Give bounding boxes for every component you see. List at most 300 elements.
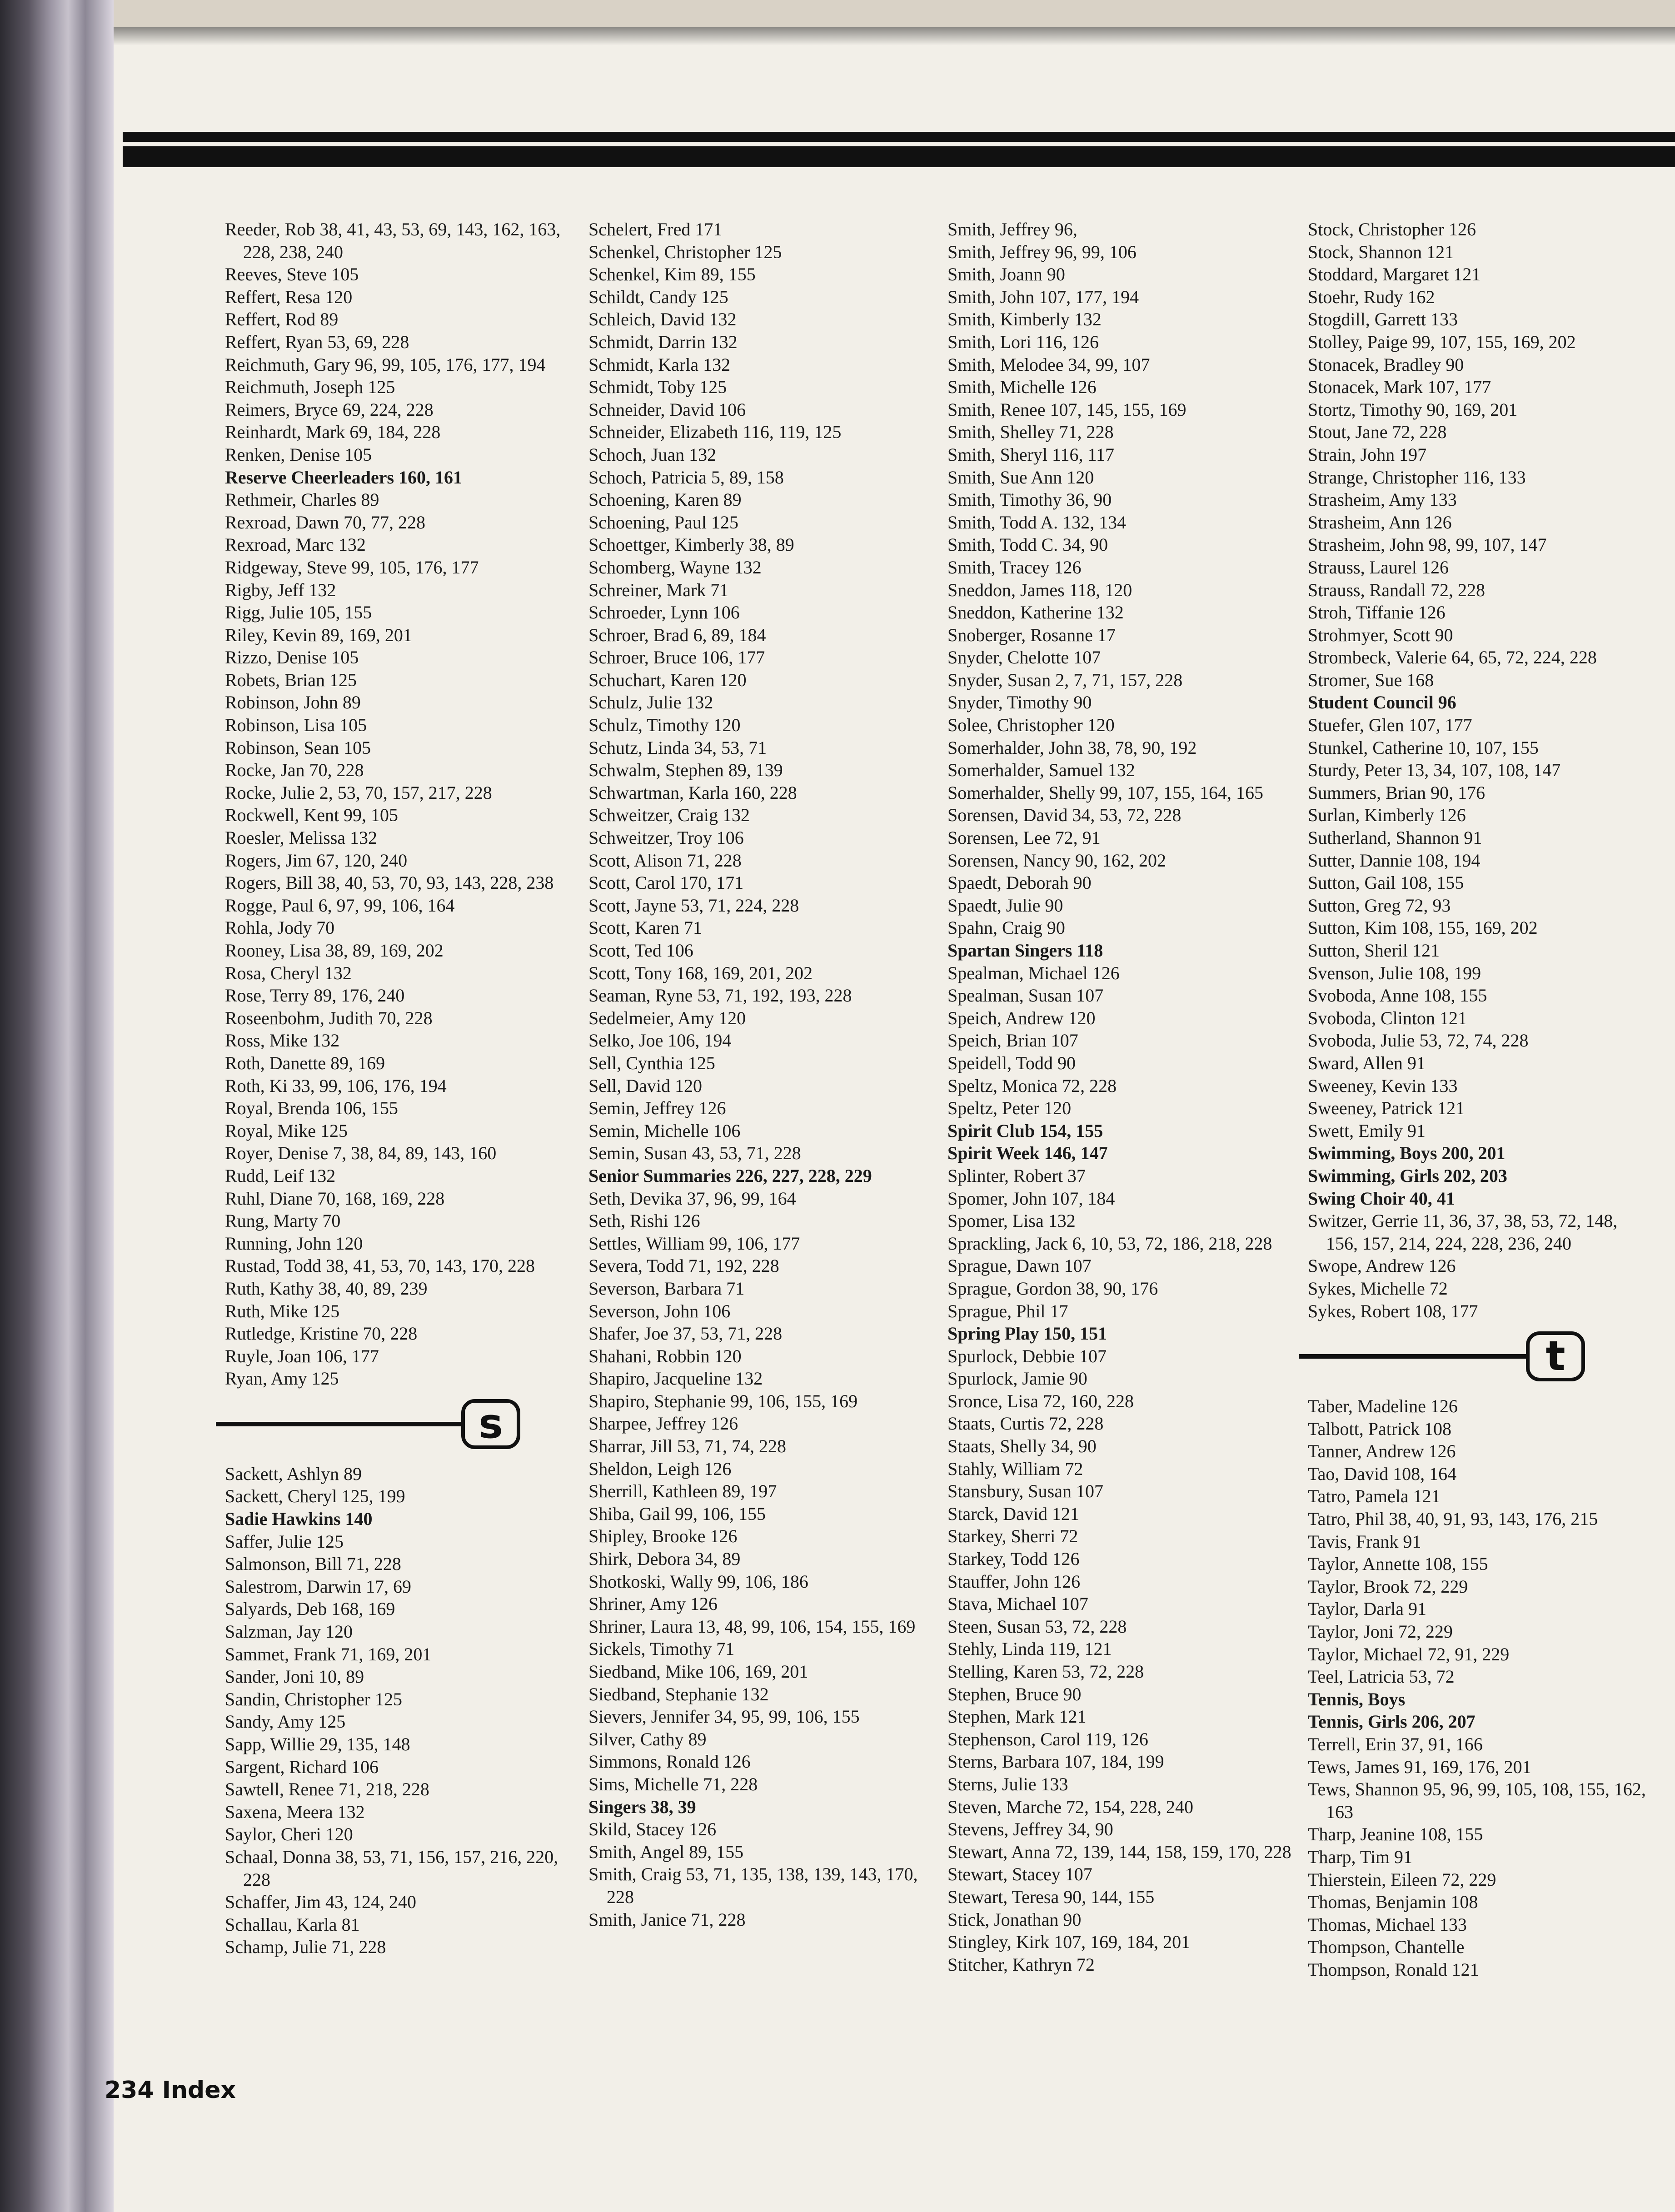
index-entry: Sterns, Julie 133 bbox=[947, 1774, 1068, 1794]
index-entry: Sprackling, Jack 6, 10, 53, 72, 186, 218, 228 bbox=[947, 1233, 1272, 1254]
index-entry: Tatro, Pamela 121 bbox=[1308, 1486, 1441, 1507]
index-heading-entry: Spirit Week 146, 147 bbox=[947, 1143, 1108, 1164]
index-entry: Reichmuth, Joseph 125 bbox=[225, 377, 395, 398]
index-entry: Tews, Shannon 95, 96, 99, 105, 108, 155, 162, 163 bbox=[1308, 1779, 1646, 1822]
index-entry: Rexroad, Marc 132 bbox=[225, 534, 366, 555]
index-entry: Rudd, Leif 132 bbox=[225, 1165, 336, 1186]
index-entry: Shotkoski, Wally 99, 106, 186 bbox=[588, 1571, 808, 1592]
index-entry: Smith, Todd A. 132, 134 bbox=[947, 512, 1127, 533]
index-entry: Skild, Stacey 126 bbox=[588, 1819, 717, 1840]
index-entry: Strombeck, Valerie 64, 65, 72, 224, 228 bbox=[1308, 647, 1597, 668]
index-entry: Sickels, Timothy 71 bbox=[588, 1639, 735, 1659]
index-entry: Rooney, Lisa 38, 89, 169, 202 bbox=[225, 940, 444, 961]
index-entry: Sievers, Jennifer 34, 95, 99, 106, 155 bbox=[588, 1706, 860, 1727]
index-entry: Stock, Shannon 121 bbox=[1308, 241, 1454, 262]
index-entry: Snyder, Timothy 90 bbox=[947, 692, 1092, 713]
index-entry: Royal, Mike 125 bbox=[225, 1120, 348, 1141]
index-entry: Talbott, Patrick 108 bbox=[1308, 1418, 1452, 1439]
index-heading-entry: Spartan Singers 118 bbox=[947, 940, 1103, 961]
index-entry: Schroeder, Lynn 106 bbox=[588, 602, 740, 623]
index-entry: Scott, Alison 71, 228 bbox=[588, 850, 742, 871]
index-entry: Taylor, Annette 108, 155 bbox=[1308, 1554, 1488, 1574]
index-heading-entry: Tennis, Boys bbox=[1308, 1689, 1406, 1709]
index-entry: Svenson, Julie 108, 199 bbox=[1308, 962, 1481, 983]
index-entry: Svoboda, Julie 53, 72, 74, 228 bbox=[1308, 1030, 1529, 1051]
index-entry: Schmidt, Darrin 132 bbox=[588, 331, 738, 352]
index-entry: Stahly, William 72 bbox=[947, 1458, 1083, 1479]
index-heading-entry: Swimming, Boys 200, 201 bbox=[1308, 1143, 1506, 1164]
index-entry: Seth, Devika 37, 96, 99, 164 bbox=[588, 1188, 796, 1209]
index-entry: Somerhalder, John 38, 78, 90, 192 bbox=[947, 737, 1197, 758]
index-entry: Rocke, Julie 2, 53, 70, 157, 217, 228 bbox=[225, 782, 492, 803]
index-entry: Shapiro, Stephanie 99, 106, 155, 169 bbox=[588, 1390, 858, 1411]
index-entry: Speltz, Peter 120 bbox=[947, 1098, 1072, 1119]
index-entry: Schamp, Julie 71, 228 bbox=[225, 1937, 386, 1958]
index-entry: Rocke, Jan 70, 228 bbox=[225, 760, 364, 781]
index-entry: Somerhalder, Shelly 99, 107, 155, 164, 165 bbox=[947, 782, 1263, 803]
index-entry: Sharpee, Jeffrey 126 bbox=[588, 1413, 738, 1434]
index-entry: Sedelmeier, Amy 120 bbox=[588, 1007, 746, 1028]
index-entry: Spurlock, Debbie 107 bbox=[947, 1345, 1107, 1366]
index-entry: Shirk, Debora 34, 89 bbox=[588, 1549, 741, 1569]
index-entry: Sterns, Barbara 107, 184, 199 bbox=[947, 1751, 1164, 1772]
index-entry: Rogers, Jim 67, 120, 240 bbox=[225, 850, 408, 871]
index-entry: Shiba, Gail 99, 106, 155 bbox=[588, 1503, 766, 1524]
index-entry: Schleich, David 132 bbox=[588, 309, 737, 330]
index-entry: Rockwell, Kent 99, 105 bbox=[225, 805, 399, 826]
index-entry: Sawtell, Renee 71, 218, 228 bbox=[225, 1779, 429, 1800]
index-entry: Stromer, Sue 168 bbox=[1308, 669, 1434, 690]
index-entry: Rutledge, Kristine 70, 228 bbox=[225, 1323, 418, 1344]
index-entry: Rexroad, Dawn 70, 77, 228 bbox=[225, 512, 426, 533]
index-entry: Settles, William 99, 106, 177 bbox=[588, 1233, 800, 1254]
index-entry: Schoening, Karen 89 bbox=[588, 489, 742, 510]
index-entry: Rung, Marty 70 bbox=[225, 1211, 341, 1231]
index-entry: Smith, Lori 116, 126 bbox=[947, 331, 1099, 352]
index-entry: Schoettger, Kimberly 38, 89 bbox=[588, 534, 794, 555]
index-entry: Ridgeway, Steve 99, 105, 176, 177 bbox=[225, 557, 479, 578]
index-entry: Smith, Joann 90 bbox=[947, 264, 1065, 285]
index-entry: Semin, Michelle 106 bbox=[588, 1120, 741, 1141]
index-entry: Tanner, Andrew 126 bbox=[1308, 1441, 1456, 1462]
index-entry: Schenkel, Christopher 125 bbox=[588, 241, 782, 262]
index-entry: Surlan, Kimberly 126 bbox=[1308, 805, 1466, 826]
index-entry: Salmonson, Bill 71, 228 bbox=[225, 1554, 401, 1574]
index-entry: Robinson, Lisa 105 bbox=[225, 715, 367, 736]
index-entry: Snyder, Susan 2, 7, 71, 157, 228 bbox=[947, 669, 1183, 690]
index-entry: Stonacek, Bradley 90 bbox=[1308, 354, 1464, 375]
index-entry: Sprague, Dawn 107 bbox=[947, 1255, 1092, 1276]
index-entry: Reffert, Rod 89 bbox=[225, 309, 339, 330]
index-entry: Silver, Cathy 89 bbox=[588, 1729, 707, 1749]
index-entry: Taylor, Michael 72, 91, 229 bbox=[1308, 1644, 1510, 1664]
index-column-4 bbox=[1308, 218, 1653, 1981]
index-entry: Schenkel, Kim 89, 155 bbox=[588, 264, 756, 285]
index-entry: Rigby, Jeff 132 bbox=[225, 579, 336, 600]
index-entry: Schomberg, Wayne 132 bbox=[588, 557, 762, 578]
index-entry: Sneddon, James 118, 120 bbox=[947, 579, 1132, 600]
section-letter-badge: s bbox=[461, 1399, 520, 1449]
index-entry: Stoddard, Margaret 121 bbox=[1308, 264, 1481, 285]
index-entry: Sykes, Robert 108, 177 bbox=[1308, 1300, 1478, 1321]
index-entry: Schwartman, Karla 160, 228 bbox=[588, 782, 797, 803]
index-entry: Schelert, Fred 171 bbox=[588, 219, 723, 239]
index-entry: Stitcher, Kathryn 72 bbox=[947, 1954, 1095, 1975]
index-entry: Taylor, Darla 91 bbox=[1308, 1599, 1427, 1619]
index-entry: Reeves, Steve 105 bbox=[225, 264, 359, 285]
index-entry: Starck, David 121 bbox=[947, 1503, 1079, 1524]
index-entry: Stuefer, Glen 107, 177 bbox=[1308, 715, 1472, 736]
index-entry: Salzman, Jay 120 bbox=[225, 1621, 353, 1642]
index-entry: Schweitzer, Troy 106 bbox=[588, 827, 744, 848]
letter-divider-t bbox=[1299, 1331, 1653, 1381]
index-entry: Stogdill, Garrett 133 bbox=[1308, 309, 1458, 330]
index-entry: Seth, Rishi 126 bbox=[588, 1211, 700, 1231]
index-entry: Tharp, Jeanine 108, 155 bbox=[1308, 1824, 1483, 1845]
index-entry: Sorensen, Lee 72, 91 bbox=[947, 827, 1101, 848]
index-entry: Thomas, Michael 133 bbox=[1308, 1914, 1467, 1935]
index-entry: Spaedt, Deborah 90 bbox=[947, 872, 1092, 893]
index-page bbox=[114, 27, 1675, 2212]
index-entry: Speidell, Todd 90 bbox=[947, 1052, 1076, 1073]
index-entry: Schneider, Elizabeth 116, 119, 125 bbox=[588, 422, 842, 443]
index-entry: Sutton, Greg 72, 93 bbox=[1308, 895, 1451, 916]
index-entry: Sykes, Michelle 72 bbox=[1308, 1278, 1448, 1299]
index-heading-entry: Reserve Cheerleaders 160, 161 bbox=[225, 467, 463, 488]
index-entry: Strasheim, Amy 133 bbox=[1308, 489, 1457, 510]
index-heading-entry: Spirit Club 154, 155 bbox=[947, 1120, 1103, 1141]
index-entry: Sargent, Richard 106 bbox=[225, 1756, 379, 1777]
index-heading-entry: Senior Summaries 226, 227, 228, 229 bbox=[588, 1165, 872, 1186]
index-entry: Roth, Danette 89, 169 bbox=[225, 1052, 385, 1073]
letter-divider-s bbox=[216, 1399, 570, 1449]
index-heading-entry: Swimming, Girls 202, 203 bbox=[1308, 1165, 1507, 1186]
index-entry: Schoch, Patricia 5, 89, 158 bbox=[588, 467, 784, 488]
index-entry: Sell, Cynthia 125 bbox=[588, 1052, 715, 1073]
index-entry: Stewart, Stacey 107 bbox=[947, 1864, 1092, 1885]
index-entry: Sandin, Christopher 125 bbox=[225, 1689, 402, 1709]
index-entry: Schaffer, Jim 43, 124, 240 bbox=[225, 1892, 416, 1913]
index-entry: Sward, Allen 91 bbox=[1308, 1052, 1426, 1073]
index-entry: Sutter, Dannie 108, 194 bbox=[1308, 850, 1481, 871]
index-entry: Reinhardt, Mark 69, 184, 228 bbox=[225, 422, 441, 443]
index-entry: Rosa, Cheryl 132 bbox=[225, 962, 352, 983]
index-entry: Reichmuth, Gary 96, 99, 105, 176, 177, 194 bbox=[225, 354, 546, 375]
index-entry: Semin, Susan 43, 53, 71, 228 bbox=[588, 1143, 801, 1164]
index-entry: Reffert, Ryan 53, 69, 228 bbox=[225, 331, 409, 352]
index-entry: Stelling, Karen 53, 72, 228 bbox=[947, 1661, 1144, 1682]
index-entry: Schroer, Brad 6, 89, 184 bbox=[588, 624, 766, 645]
index-entry: Stewart, Anna 72, 139, 144, 158, 159, 170, 228 bbox=[947, 1841, 1291, 1862]
index-entry: Roth, Ki 33, 99, 106, 176, 194 bbox=[225, 1075, 447, 1096]
index-entry: Salyards, Deb 168, 169 bbox=[225, 1599, 395, 1619]
index-entry: Speich, Andrew 120 bbox=[947, 1007, 1096, 1028]
index-entry: Rohla, Jody 70 bbox=[225, 917, 335, 938]
index-entry: Stroh, Tiffanie 126 bbox=[1308, 602, 1446, 623]
index-entry: Thomas, Benjamin 108 bbox=[1308, 1892, 1478, 1913]
index-entry: Stansbury, Susan 107 bbox=[947, 1481, 1103, 1502]
index-entry: Sutton, Sheril 121 bbox=[1308, 940, 1440, 961]
index-entry: Smith, Timothy 36, 90 bbox=[947, 489, 1112, 510]
index-entry: Stephenson, Carol 119, 126 bbox=[947, 1729, 1148, 1749]
index-entry: Shapiro, Jacqueline 132 bbox=[588, 1368, 763, 1389]
section-letter-badge: t bbox=[1526, 1331, 1585, 1381]
index-entry: Scott, Jayne 53, 71, 224, 228 bbox=[588, 895, 799, 916]
index-entry: Smith, Sue Ann 120 bbox=[947, 467, 1094, 488]
index-entry: Taber, Madeline 126 bbox=[1308, 1396, 1458, 1417]
index-entry: Sorensen, Nancy 90, 162, 202 bbox=[947, 850, 1167, 871]
index-entry: Sander, Joni 10, 89 bbox=[225, 1666, 364, 1687]
index-entry: Staats, Shelly 34, 90 bbox=[947, 1436, 1097, 1457]
index-entry: Schaal, Donna 38, 53, 71, 156, 157, 216, 220, 228 bbox=[225, 1846, 558, 1890]
index-entry: Svoboda, Anne 108, 155 bbox=[1308, 985, 1487, 1006]
index-entry: Sapp, Willie 29, 135, 148 bbox=[225, 1734, 410, 1754]
index-entry: Schuchart, Karen 120 bbox=[588, 669, 747, 690]
index-entry: Snoberger, Rosanne 17 bbox=[947, 624, 1116, 645]
index-entry: Terrell, Erin 37, 91, 166 bbox=[1308, 1734, 1483, 1754]
index-entry: Severa, Todd 71, 192, 228 bbox=[588, 1255, 779, 1276]
index-entry: Ryan, Amy 125 bbox=[225, 1368, 339, 1389]
index-entry: Shipley, Brooke 126 bbox=[588, 1526, 738, 1547]
page-folio: 234 Index bbox=[105, 2077, 236, 2104]
index-entry: Strange, Christopher 116, 133 bbox=[1308, 467, 1526, 488]
index-entry: Solee, Christopher 120 bbox=[947, 715, 1115, 736]
index-entry: Swett, Emily 91 bbox=[1308, 1120, 1426, 1141]
index-entry: Stock, Christopher 126 bbox=[1308, 219, 1476, 239]
index-entry: Ruth, Kathy 38, 40, 89, 239 bbox=[225, 1278, 428, 1299]
index-entry: Teel, Latricia 53, 72 bbox=[1308, 1666, 1455, 1687]
index-entry: Shafer, Joe 37, 53, 71, 228 bbox=[588, 1323, 783, 1344]
header-rule-bold bbox=[123, 146, 1675, 167]
index-entry: Stunkel, Catherine 10, 107, 155 bbox=[1308, 737, 1539, 758]
index-entry: Thompson, Chantelle bbox=[1308, 1937, 1465, 1958]
index-entry: Scott, Karen 71 bbox=[588, 917, 702, 938]
index-entry: Tatro, Phil 38, 40, 91, 93, 143, 176, 215 bbox=[1308, 1509, 1598, 1529]
index-entry: Strasheim, John 98, 99, 107, 147 bbox=[1308, 534, 1547, 555]
index-entry: Smith, Michelle 126 bbox=[947, 377, 1097, 398]
index-entry: Running, John 120 bbox=[225, 1233, 363, 1254]
index-entry: Sutton, Gail 108, 155 bbox=[1308, 872, 1464, 893]
index-entry: Smith, Shelley 71, 228 bbox=[947, 422, 1114, 443]
index-entry: Scott, Tony 168, 169, 201, 202 bbox=[588, 962, 813, 983]
index-entry: Sheldon, Leigh 126 bbox=[588, 1458, 732, 1479]
index-entry: Rogge, Paul 6, 97, 99, 106, 164 bbox=[225, 895, 455, 916]
index-entry: Sutherland, Shannon 91 bbox=[1308, 827, 1482, 848]
index-entry: Schoch, Juan 132 bbox=[588, 444, 717, 465]
index-entry: Sammet, Frank 71, 169, 201 bbox=[225, 1644, 432, 1664]
index-entry: Rethmeir, Charles 89 bbox=[225, 489, 379, 510]
index-entry: Smith, Sheryl 116, 117 bbox=[947, 444, 1115, 465]
index-entry: Somerhalder, Samuel 132 bbox=[947, 760, 1135, 781]
index-entry: Sandy, Amy 125 bbox=[225, 1711, 346, 1732]
index-entry: Schulz, Timothy 120 bbox=[588, 715, 741, 736]
index-entry: Snyder, Chelotte 107 bbox=[947, 647, 1101, 668]
index-entry: Sorensen, David 34, 53, 72, 228 bbox=[947, 805, 1181, 826]
index-entry: Robinson, Sean 105 bbox=[225, 737, 371, 758]
index-entry: Sneddon, Katherine 132 bbox=[947, 602, 1124, 623]
index-entry: Semin, Jeffrey 126 bbox=[588, 1098, 726, 1119]
index-entry: Spomer, Lisa 132 bbox=[947, 1211, 1076, 1231]
index-entry: Schoening, Paul 125 bbox=[588, 512, 738, 533]
index-entry: Reeder, Rob 38, 41, 43, 53, 69, 143, 162, 163, 228, 238, 240 bbox=[225, 219, 561, 262]
divider-line bbox=[216, 1422, 461, 1426]
index-heading-entry: Student Council 96 bbox=[1308, 692, 1456, 713]
index-entry: Robets, Brian 125 bbox=[225, 669, 357, 690]
index-entry: Stehly, Linda 119, 121 bbox=[947, 1639, 1112, 1659]
index-entry: Schroer, Bruce 106, 177 bbox=[588, 647, 765, 668]
index-entry: Simmons, Ronald 126 bbox=[588, 1751, 751, 1772]
index-entry: Stick, Jonathan 90 bbox=[947, 1909, 1082, 1930]
index-entry: Smith, Tracey 126 bbox=[947, 557, 1082, 578]
index-column-2 bbox=[588, 218, 934, 1931]
index-entry: Smith, Craig 53, 71, 135, 138, 139, 143, 170, 228 bbox=[588, 1864, 918, 1907]
index-entry: Smith, John 107, 177, 194 bbox=[947, 286, 1139, 307]
index-entry: Thierstein, Eileen 72, 229 bbox=[1308, 1869, 1496, 1890]
index-entry: Spealman, Michael 126 bbox=[947, 962, 1120, 983]
index-entry: Shahani, Robbin 120 bbox=[588, 1345, 742, 1366]
index-entry: Sprague, Gordon 38, 90, 176 bbox=[947, 1278, 1158, 1299]
index-entry: Smith, Angel 89, 155 bbox=[588, 1841, 744, 1862]
index-entry: Sherrill, Kathleen 89, 197 bbox=[588, 1481, 777, 1502]
index-entry: Robinson, John 89 bbox=[225, 692, 361, 713]
index-entry: Schmidt, Karla 132 bbox=[588, 354, 731, 375]
index-entry: Seaman, Ryne 53, 71, 192, 193, 228 bbox=[588, 985, 852, 1006]
index-entry: Sackett, Cheryl 125, 199 bbox=[225, 1486, 405, 1507]
index-column-1 bbox=[225, 218, 570, 1958]
index-entry: Sackett, Ashlyn 89 bbox=[225, 1463, 362, 1484]
index-entry: Ross, Mike 132 bbox=[225, 1030, 340, 1051]
index-entry: Strasheim, Ann 126 bbox=[1308, 512, 1452, 533]
index-entry: Selko, Joe 106, 194 bbox=[588, 1030, 732, 1051]
index-entry: Rizzo, Denise 105 bbox=[225, 647, 359, 668]
index-entry: Saylor, Cheri 120 bbox=[225, 1824, 353, 1845]
index-entry: Sprague, Phil 17 bbox=[947, 1300, 1068, 1321]
index-entry: Severson, Barbara 71 bbox=[588, 1278, 745, 1299]
index-entry: Stingley, Kirk 107, 169, 184, 201 bbox=[947, 1932, 1191, 1953]
index-entry: Smith, Kimberly 132 bbox=[947, 309, 1102, 330]
index-entry: Roesler, Melissa 132 bbox=[225, 827, 378, 848]
index-entry: Spealman, Susan 107 bbox=[947, 985, 1104, 1006]
index-entry: Stoehr, Rudy 162 bbox=[1308, 286, 1435, 307]
index-entry: Schweitzer, Craig 132 bbox=[588, 805, 750, 826]
index-entry: Spahn, Craig 90 bbox=[947, 917, 1065, 938]
index-entry: Stevens, Jeffrey 34, 90 bbox=[947, 1819, 1113, 1840]
index-entry: Rose, Terry 89, 176, 240 bbox=[225, 985, 405, 1006]
index-entry: Smith, Melodee 34, 99, 107 bbox=[947, 354, 1150, 375]
index-entry: Steven, Marche 72, 154, 228, 240 bbox=[947, 1796, 1194, 1817]
index-entry: Tharp, Tim 91 bbox=[1308, 1846, 1413, 1867]
index-entry: Scott, Carol 170, 171 bbox=[588, 872, 744, 893]
index-entry: Schmidt, Toby 125 bbox=[588, 377, 727, 398]
index-entry: Renken, Denise 105 bbox=[225, 444, 372, 465]
index-entry: Siedband, Stephanie 132 bbox=[588, 1684, 769, 1704]
index-entry: Royal, Brenda 106, 155 bbox=[225, 1098, 399, 1119]
index-entry: Switzer, Gerrie 11, 36, 37, 38, 53, 72, 148, 156, 157, 214, 224, 228, 236, 240 bbox=[1308, 1211, 1618, 1254]
index-entry: Smith, Jeffrey 96, bbox=[947, 219, 1077, 239]
index-entry: Spomer, John 107, 184 bbox=[947, 1188, 1115, 1209]
index-entry: Reimers, Bryce 69, 224, 228 bbox=[225, 399, 434, 420]
index-entry: Stolley, Paige 99, 107, 155, 169, 202 bbox=[1308, 331, 1576, 352]
index-heading-entry: Spring Play 150, 151 bbox=[947, 1323, 1107, 1344]
index-entry: Roseenbohm, Judith 70, 228 bbox=[225, 1007, 433, 1028]
index-entry: Speich, Brian 107 bbox=[947, 1030, 1078, 1051]
index-entry: Steen, Susan 53, 72, 228 bbox=[947, 1616, 1127, 1637]
index-entry: Severson, John 106 bbox=[588, 1300, 731, 1321]
index-entry: Tavis, Frank 91 bbox=[1308, 1531, 1421, 1552]
index-entry: Sweeney, Kevin 133 bbox=[1308, 1075, 1458, 1096]
index-entry: Sronce, Lisa 72, 160, 228 bbox=[947, 1390, 1134, 1411]
page-shadow bbox=[114, 27, 1675, 45]
index-entry: Saffer, Julie 125 bbox=[225, 1531, 344, 1552]
index-entry: Ruyle, Joan 106, 177 bbox=[225, 1345, 379, 1366]
index-entry: Sweeney, Patrick 121 bbox=[1308, 1098, 1465, 1119]
index-entry: Ruhl, Diane 70, 168, 169, 228 bbox=[225, 1188, 445, 1209]
index-entry: Schildt, Candy 125 bbox=[588, 286, 728, 307]
index-entry: Swope, Andrew 126 bbox=[1308, 1255, 1456, 1276]
index-entry: Stava, Michael 107 bbox=[947, 1594, 1088, 1614]
index-heading-entry: Swing Choir 40, 41 bbox=[1308, 1188, 1455, 1209]
index-entry: Stephen, Bruce 90 bbox=[947, 1684, 1082, 1704]
index-entry: Ruth, Mike 125 bbox=[225, 1300, 340, 1321]
index-entry: Stauffer, John 126 bbox=[947, 1571, 1081, 1592]
header-rule bbox=[123, 132, 1675, 142]
index-entry: Stonacek, Mark 107, 177 bbox=[1308, 377, 1491, 398]
index-entry: Spaedt, Julie 90 bbox=[947, 895, 1063, 916]
index-entry: Summers, Brian 90, 176 bbox=[1308, 782, 1485, 803]
index-entry: Svoboda, Clinton 121 bbox=[1308, 1007, 1467, 1028]
index-entry: Smith, Janice 71, 228 bbox=[588, 1909, 746, 1930]
index-entry: Strohmyer, Scott 90 bbox=[1308, 624, 1453, 645]
index-heading-entry: Tennis, Girls 206, 207 bbox=[1308, 1711, 1476, 1732]
index-entry: Rustad, Todd 38, 41, 53, 70, 143, 170, 228 bbox=[225, 1255, 535, 1276]
index-entry: Rigg, Julie 105, 155 bbox=[225, 602, 372, 623]
index-entry: Taylor, Joni 72, 229 bbox=[1308, 1621, 1453, 1642]
index-entry: Sutton, Kim 108, 155, 169, 202 bbox=[1308, 917, 1538, 938]
index-entry: Scott, Ted 106 bbox=[588, 940, 693, 961]
index-entry: Schwalm, Stephen 89, 139 bbox=[588, 760, 783, 781]
index-entry: Stephen, Mark 121 bbox=[947, 1706, 1087, 1727]
index-entry: Smith, Renee 107, 145, 155, 169 bbox=[947, 399, 1186, 420]
index-entry: Starkey, Sherri 72 bbox=[947, 1526, 1078, 1547]
index-entry: Salestrom, Darwin 17, 69 bbox=[225, 1576, 411, 1597]
divider-line bbox=[1299, 1354, 1526, 1359]
index-entry: Schutz, Linda 34, 53, 71 bbox=[588, 737, 767, 758]
index-entry: Tews, James 91, 169, 176, 201 bbox=[1308, 1756, 1531, 1777]
index-entry: Strain, John 197 bbox=[1308, 444, 1427, 465]
index-entry: Starkey, Todd 126 bbox=[947, 1549, 1080, 1569]
index-entry: Smith, Todd C. 34, 90 bbox=[947, 534, 1108, 555]
index-entry: Smith, Jeffrey 96, 99, 106 bbox=[947, 241, 1137, 262]
index-entry: Sell, David 120 bbox=[588, 1075, 702, 1096]
index-entry: Sharrar, Jill 53, 71, 74, 228 bbox=[588, 1436, 787, 1457]
index-entry: Strauss, Randall 72, 228 bbox=[1308, 579, 1485, 600]
book-binding bbox=[0, 0, 114, 2212]
index-entry: Reffert, Resa 120 bbox=[225, 286, 353, 307]
index-entry: Schulz, Julie 132 bbox=[588, 692, 713, 713]
index-entry: Riley, Kevin 89, 169, 201 bbox=[225, 624, 412, 645]
index-entry: Tao, David 108, 164 bbox=[1308, 1463, 1457, 1484]
index-entry: Spurlock, Jamie 90 bbox=[947, 1368, 1087, 1389]
index-entry: Saxena, Meera 132 bbox=[225, 1801, 365, 1822]
index-entry: Speltz, Monica 72, 228 bbox=[947, 1075, 1117, 1096]
index-entry: Sturdy, Peter 13, 34, 107, 108, 147 bbox=[1308, 760, 1561, 781]
index-entry: Rogers, Bill 38, 40, 53, 70, 93, 143, 228, 238 bbox=[225, 872, 554, 893]
index-heading-entry: Singers 38, 39 bbox=[588, 1796, 696, 1817]
index-entry: Shriner, Amy 126 bbox=[588, 1594, 718, 1614]
index-entry: Royer, Denise 7, 38, 84, 89, 143, 160 bbox=[225, 1143, 497, 1164]
index-entry: Stortz, Timothy 90, 169, 201 bbox=[1308, 399, 1518, 420]
index-entry: Taylor, Brook 72, 229 bbox=[1308, 1576, 1468, 1597]
